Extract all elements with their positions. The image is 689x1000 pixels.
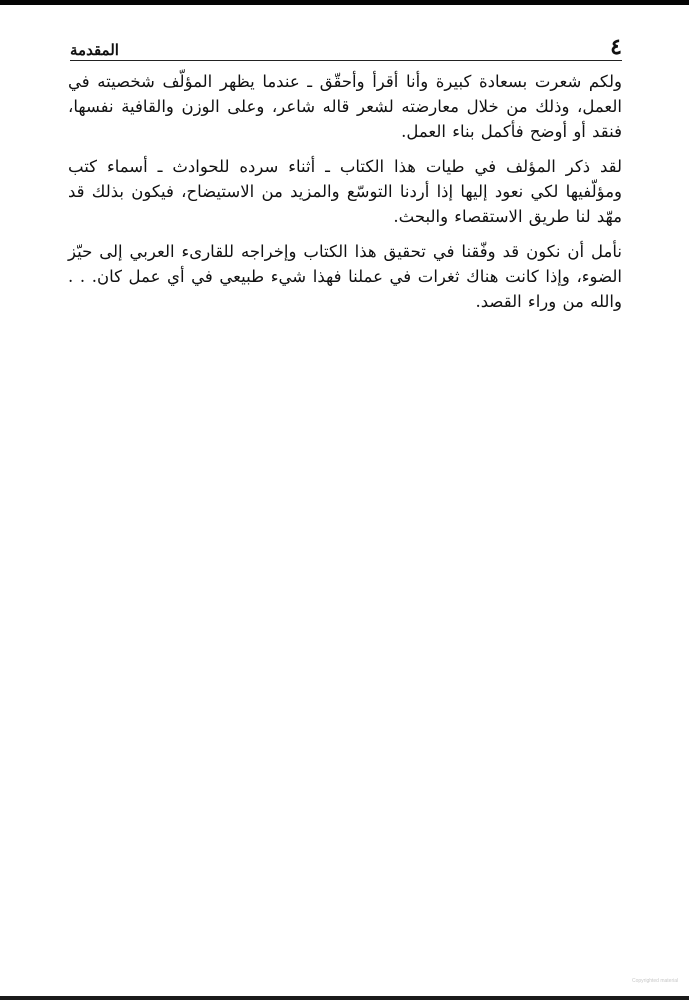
section-title: المقدمة xyxy=(70,41,119,59)
copyright-note: Copyrighted material xyxy=(632,978,679,984)
bottom-border xyxy=(0,996,689,1000)
page-body xyxy=(68,69,622,324)
header-divider xyxy=(70,60,622,61)
page-number: ٤ xyxy=(610,34,622,60)
paragraph: لقد ذكر المؤلف في طيات هذا الكتاب ـ أثناء سرده للحوادث ـ أسماء كتب ومؤلّفيها لكي نعود إليها إذا أردنا التوسّع والمزيد من الاستيضاح، فيكون بذلك قد مهّد لنا طريق الاستقصاء والبحث. xyxy=(68,157,622,226)
page-header xyxy=(70,30,622,58)
paragraph: نأمل أن نكون قد وفّقنا في تحقيق هذا الكتاب وإخراجه للقارىء العربي إلى حيّز الضوء، وإذا كانت هناك ثغرات في عملنا فهذا شيء طبيعي في أي عمل كان. . . والله من وراء القصد. xyxy=(68,242,622,311)
top-border xyxy=(0,0,689,5)
paragraph: ولكم شعرت بسعادة كبيرة وأنا أقرأ وأحقّق ـ عندما يظهر المؤلّف شخصيته في العمل، وذلك من خلال معارضته لشعر قاله شاعر، وعلى الوزن والقافية نفسها، فنقد أو أوضح فأكمل بناء العمل. xyxy=(68,72,622,141)
